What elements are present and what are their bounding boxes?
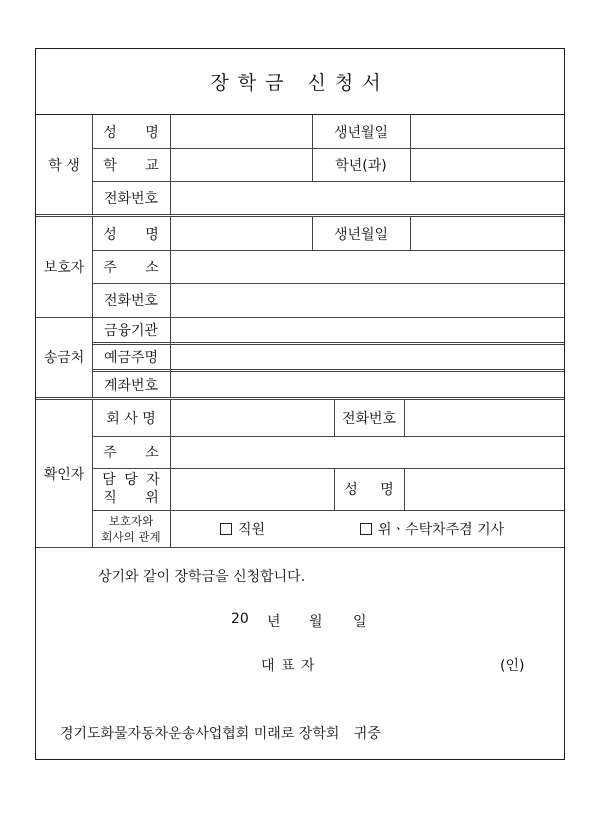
relation-option-employee[interactable] xyxy=(220,510,340,547)
recipient-suffix: 귀중 xyxy=(353,726,381,742)
remit-account-field[interactable] xyxy=(171,372,563,397)
guardian-address-label: 주 소 xyxy=(103,259,159,276)
statement-text: 상기와 같이 장학금을 신청합니다. xyxy=(98,569,306,585)
remit-holder-field[interactable] xyxy=(171,345,563,369)
remit-holder-label: 예금주명 xyxy=(103,350,159,366)
company-phone-field[interactable] xyxy=(405,400,563,436)
form-title: 장학금 신청서 xyxy=(36,49,564,115)
remit-section-label xyxy=(36,317,92,397)
company-address-label: 주 소 xyxy=(103,445,159,461)
position-label: 직 위 xyxy=(103,490,159,506)
guardian-address-field[interactable] xyxy=(171,250,563,283)
date-day-label: 일 xyxy=(353,614,367,630)
seal-label: (인) xyxy=(500,658,525,674)
guardian-phone-field[interactable] xyxy=(171,283,563,317)
confirmer-section-label xyxy=(36,400,92,547)
recipient-name: 경기도화물자동차운송사업협회 미래로 장학회 xyxy=(60,726,340,742)
student-school-label: 학 교 xyxy=(103,157,159,174)
checkbox-driver[interactable] xyxy=(360,523,372,535)
manager-name-label: 성 명 xyxy=(344,482,394,498)
student-section-text: 학 생 xyxy=(48,157,80,174)
confirmer-section-text: 확인자 xyxy=(43,466,85,483)
option-employee-label: 직원 xyxy=(238,521,266,538)
application-form xyxy=(35,48,565,760)
manager-label: 담 당 자 xyxy=(102,472,160,488)
student-name-label: 성 명 xyxy=(103,124,159,141)
relation-label-line-1: 보호자와 xyxy=(108,513,154,528)
relation-option-driver[interactable] xyxy=(360,510,560,547)
section-divider xyxy=(36,547,564,548)
date-year-label: 년 xyxy=(267,614,281,630)
student-phone-field[interactable] xyxy=(171,181,563,214)
remit-bank-label: 금융기관 xyxy=(103,322,159,339)
guardian-section-label xyxy=(36,217,92,317)
company-name-field[interactable] xyxy=(171,400,333,436)
remit-section-text: 송금처 xyxy=(43,350,85,366)
guardian-birth-field[interactable] xyxy=(411,217,563,250)
date-year-prefix: 20 xyxy=(231,611,249,627)
student-section-label xyxy=(36,115,92,214)
guardian-phone-label: 전화번호 xyxy=(103,293,159,309)
student-grade-field[interactable] xyxy=(411,148,563,181)
checkbox-employee[interactable] xyxy=(220,523,232,535)
option-driver-label: 위ㆍ수탁차주겸 기사 xyxy=(378,521,505,538)
remit-account-label: 계좌번호 xyxy=(103,377,159,394)
company-address-field[interactable] xyxy=(171,436,563,468)
manager-position-field[interactable] xyxy=(171,468,333,510)
relation-label xyxy=(92,510,170,547)
student-birth-field[interactable] xyxy=(411,115,563,148)
guardian-name-field[interactable] xyxy=(171,217,311,250)
student-grade-label: 학년(과) xyxy=(335,157,387,174)
guardian-section-text: 보호자 xyxy=(43,260,85,276)
manager-name-field[interactable] xyxy=(405,468,563,510)
relation-label-line-2: 회사의 관계 xyxy=(101,529,161,544)
date-month-label: 월 xyxy=(309,614,323,630)
student-name-field[interactable] xyxy=(171,115,311,148)
manager-position-label xyxy=(92,468,170,510)
student-school-field[interactable] xyxy=(171,148,311,181)
company-name-label: 회 사 명 xyxy=(106,411,156,427)
company-phone-label: 전화번호 xyxy=(341,411,397,427)
student-phone-label: 전화번호 xyxy=(103,190,159,207)
representative-label: 대 표 자 xyxy=(261,658,315,674)
student-birth-label: 생년월일 xyxy=(333,124,389,141)
guardian-name-label: 성 명 xyxy=(103,226,159,243)
remit-bank-field[interactable] xyxy=(171,317,563,342)
recipient-line xyxy=(60,723,381,743)
guardian-birth-label: 생년월일 xyxy=(333,226,389,243)
